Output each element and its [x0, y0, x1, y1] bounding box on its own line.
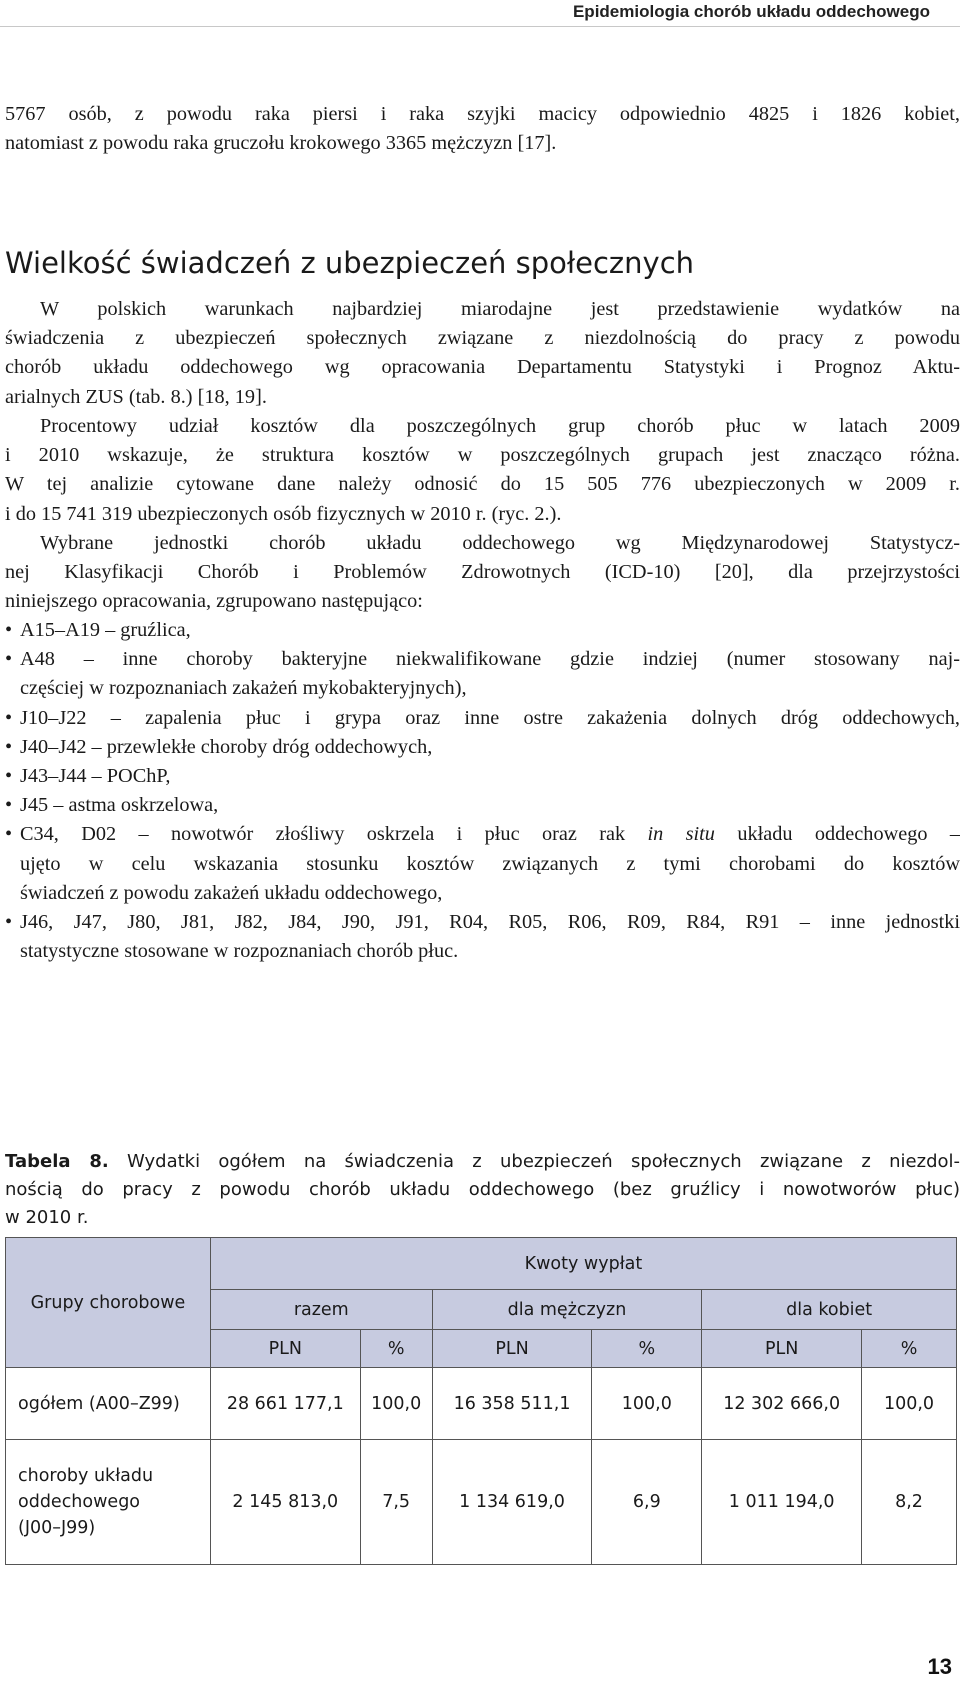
table-cell: 100,0: [862, 1368, 957, 1440]
list-item: [5, 820, 960, 908]
text-line: natomiast z powodu raka gruczołu krokowego 3365 mężczyzn [17].: [5, 132, 557, 155]
text-line: 5767 osób, z powodu raka piersi i raka szyjki macicy odpowiednio 4825 i 1826 kobiet,: [5, 103, 960, 125]
text-line: chorób układu oddechowego wg opracowania Departamentu Statystyki i Prognoz Aktu-: [5, 356, 960, 379]
table-cell: 28 661 177,1: [210, 1368, 360, 1440]
caption-label: Tabela 8.: [5, 1151, 109, 1172]
section-title: Wielkość świadczeń z ubezpieczeń społecznych: [5, 246, 695, 280]
italic-term: in situ: [647, 823, 715, 846]
text-line: W polskich warunkach najbardziej miarodajne jest przedstawienie wydatków na: [40, 298, 960, 320]
table-cell: 8,2: [862, 1440, 957, 1565]
text-line: statystyczne stosowane w rozpoznaniach chorób płuc.: [20, 940, 459, 963]
unit-header: %: [862, 1330, 957, 1368]
running-header: Epidemiologia chorób układu oddechowego: [0, 0, 960, 27]
text-line: niniejszego opracowania, zgrupowano następująco:: [5, 590, 423, 613]
text-segment: układu oddechowego –: [737, 823, 960, 846]
caption-text: Wydatki ogółem na świadczenia z ubezpieczeń społecznych związane z niezdol-: [127, 1151, 960, 1172]
table-cell: 7,5: [360, 1440, 432, 1565]
table-cell: 1 134 619,0: [432, 1440, 592, 1565]
paragraph-2: [5, 412, 960, 529]
group-header: Kwoty wypłat: [210, 1238, 956, 1290]
list-item: [5, 791, 960, 820]
unit-header: %: [360, 1330, 432, 1368]
expenditure-table: [5, 1237, 957, 1565]
table-row: [6, 1440, 957, 1565]
table-cell: 100,0: [360, 1368, 432, 1440]
text-line: i do 15 741 319 ubezpieczonych osób fizycznych w 2010 r. (ryc. 2.).: [5, 502, 562, 525]
unit-header: PLN: [210, 1330, 360, 1368]
table-cell: 12 302 666,0: [702, 1368, 862, 1440]
table-row: [6, 1368, 957, 1440]
text-line: Procentowy udział kosztów dla poszczególnych grup chorób płuc w latach 2009: [40, 415, 960, 437]
list-item: [5, 908, 960, 966]
text-line: • J10–J22 – zapalenia płuc i grypa oraz inne ostre zakażenia dolnych dróg oddechowych,: [20, 706, 960, 729]
text-line: nej Klasyfikacji Chorób i Problemów Zdrowotnych (ICD-10) [20], dla przejrzystości: [5, 561, 960, 584]
subgroup-header: dla kobiet: [702, 1290, 957, 1330]
unit-header: %: [592, 1330, 702, 1368]
paragraph-3: [5, 529, 960, 617]
text-line: • A48 – inne choroby bakteryjne niekwalifikowane gdzie indziej (numer stosowany naj-: [20, 648, 960, 671]
text-line: arialnych ZUS (tab. 8.) [18, 19].: [5, 385, 267, 408]
text-segment: C34, D02 – nowotwór złośliwy oskrzela i płuc oraz rak: [20, 823, 626, 846]
text-line: • J40–J42 – przewlekłe choroby dróg oddechowych,: [20, 735, 433, 758]
unit-header: PLN: [432, 1330, 592, 1368]
text-line: ujęto w celu wskazania stosunku kosztów związanych z tymi chorobami do kosztów: [20, 852, 960, 875]
list-item: [5, 616, 960, 645]
text-line: świadczenia z ubezpieczeń społecznych związane z niezdolnością do pracy z powodu: [5, 327, 960, 350]
text-line: • J43–J44 – POChP,: [20, 765, 171, 788]
row-header-label: Grupy chorobowe: [6, 1238, 211, 1368]
text-line: • J46, J47, J80, J81, J82, J84, J90, J91, R04, R05, R06, R09, R84, R91 – inne jednostki: [20, 911, 960, 934]
text-line-mixed: [20, 820, 960, 849]
row-label: ogółem (A00–Z99): [6, 1368, 211, 1440]
subgroup-header: dla mężczyzn: [432, 1290, 702, 1330]
text-line: świadczeń z powodu zakażeń układu oddechowego,: [20, 881, 443, 904]
table-cell: 16 358 511,1: [432, 1368, 592, 1440]
list-item: [5, 762, 960, 791]
caption-line: w 2010 r.: [5, 1207, 89, 1228]
text-line: • J45 – astma oskrzelowa,: [20, 794, 219, 817]
text-line: • A15–A19 – gruźlica,: [20, 619, 191, 641]
table-caption: [5, 1148, 960, 1232]
paragraph-1: [5, 295, 960, 412]
subgroup-header: razem: [210, 1290, 432, 1330]
intro-paragraph: [5, 100, 960, 158]
list-item: [5, 645, 960, 703]
icd-group-list: [5, 616, 960, 966]
table-cell: 2 145 813,0: [210, 1440, 360, 1565]
caption-line: nością do pracy z powodu chorób układu oddechowego (bez gruźlicy i nowotworów płuc): [5, 1179, 960, 1200]
text-line: Wybrane jednostki chorób układu oddechowego wg Międzynarodowej Statystycz-: [40, 532, 960, 554]
text-line: W tej analizie cytowane dane należy odnosić do 15 505 776 ubezpieczonych w 2009 r.: [5, 473, 960, 496]
page-number: 13: [927, 1654, 952, 1679]
list-item: [5, 733, 960, 762]
list-item: [5, 704, 960, 733]
text-line: częściej w rozpoznaniach zakażeń mykobakteryjnych),: [20, 677, 467, 700]
unit-header: PLN: [702, 1330, 862, 1368]
text-line: i 2010 wskazuje, że struktura kosztów w poszczególnych grupach jest znacząco różna.: [5, 444, 960, 467]
table-cell: 100,0: [592, 1368, 702, 1440]
table-cell: 1 011 194,0: [702, 1440, 862, 1565]
table-cell: 6,9: [592, 1440, 702, 1565]
caption-line: [5, 1148, 960, 1176]
row-label: choroby układu oddechowego (J00–J99): [6, 1440, 211, 1565]
